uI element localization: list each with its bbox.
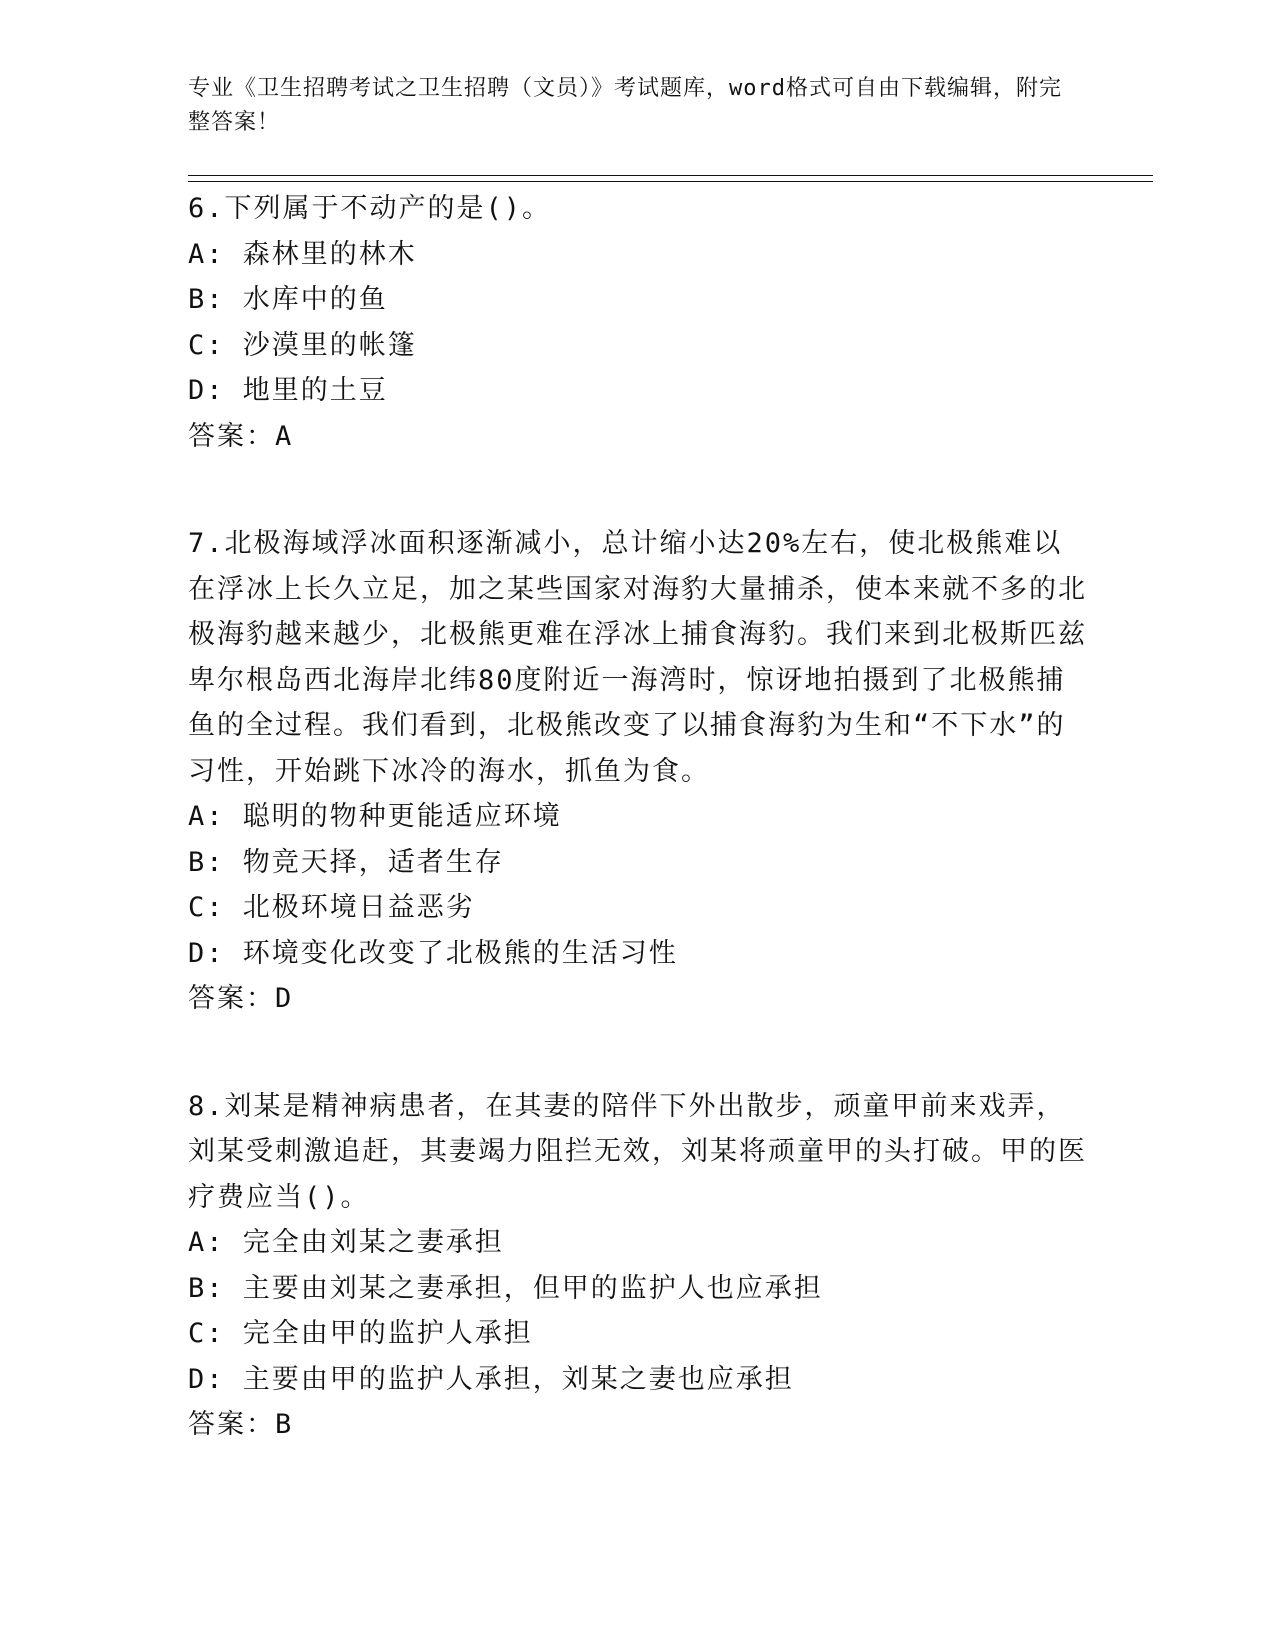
option-d [188, 1357, 1088, 1403]
answer-line [188, 976, 1088, 1022]
question-stem: 6.下列属于不动产的是()。 [188, 193, 552, 224]
option-text: 地里的土豆 [242, 375, 388, 406]
option-key: B: [188, 1272, 225, 1304]
document-header: 专业《卫生招聘考试之卫生招聘（文员）》考试题库，word格式可自由下载编辑，附完整答案！ [188, 76, 1062, 135]
question-6 [188, 186, 1088, 459]
option-c [188, 1311, 1088, 1357]
answer-value: B [275, 1409, 294, 1440]
option-text: 聪明的物种更能适应环境 [242, 801, 562, 832]
answer-label: 答案： [188, 1409, 275, 1440]
answer-value: D [275, 983, 294, 1014]
option-key: D: [188, 375, 225, 406]
answer-line [188, 1402, 1088, 1448]
option-text: 沙漠里的帐篷 [242, 329, 417, 361]
header-divider-top [188, 175, 1153, 176]
question-stem: 7.北极海域浮冰面积逐渐减小，总计缩小达20%左右，使北极熊难以在浮冰上长久立足，加之某些国家对海豹大量捕杀，使本来就不多的北极海豹越来越少，北极熊更难在浮冰上捕食海豹。我们来到北极斯匹兹卑尔根岛西北海岸北纬80度附近一海湾时，惊讶地拍摄到了北极熊捕鱼的全过程。我们看到，北极熊改变了以捕食海豹为生和“不下水”的习性，开始跳下冰冷的海水，抓鱼为食。 [188, 528, 1087, 787]
question-stem: 8.刘某是精神病患者，在其妻的陪伴下外出散步，顽童甲前来戏弄，刘某受刺激追赶，其妻竭力阻拦无效，刘某将顽童甲的头打破。甲的医疗费应当()。 [188, 1090, 1087, 1213]
answer-label: 答案： [188, 420, 275, 452]
option-a [188, 794, 1088, 840]
option-key: D: [188, 937, 225, 969]
option-d [188, 931, 1088, 977]
option-text: 物竞天择，适者生存 [242, 846, 504, 878]
answer-value: A [275, 420, 294, 452]
question-8 [188, 1084, 1088, 1448]
option-text: 完全由刘某之妻承担 [242, 1227, 504, 1258]
option-b [188, 1266, 1088, 1312]
option-text: 水库中的鱼 [242, 284, 388, 315]
option-b [188, 840, 1088, 886]
question-list [188, 186, 1088, 1510]
option-c [188, 885, 1088, 931]
option-text: 北极环境日益恶劣 [242, 892, 475, 923]
question-7 [188, 521, 1088, 1022]
option-key: A: [188, 1227, 225, 1258]
answer-line [188, 414, 1088, 460]
option-text: 主要由甲的监护人承担，刘某之妻也应承担 [242, 1363, 794, 1395]
option-key: A: [188, 801, 225, 832]
header-divider-bottom [188, 181, 1153, 182]
option-key: B: [188, 846, 225, 878]
option-d [188, 368, 1088, 414]
answer-label: 答案： [188, 983, 275, 1014]
option-a [188, 1220, 1088, 1266]
option-a [188, 232, 1088, 278]
option-b [188, 277, 1088, 323]
option-c [188, 323, 1088, 369]
option-key: B: [188, 284, 225, 315]
option-key: D: [188, 1363, 225, 1395]
option-text: 主要由刘某之妻承担，但甲的监护人也应承担 [242, 1272, 823, 1304]
option-key: A: [188, 238, 225, 270]
option-key: C: [188, 329, 225, 361]
option-text: 完全由甲的监护人承担 [242, 1318, 533, 1349]
option-text: 森林里的林木 [242, 238, 417, 270]
option-key: C: [188, 1318, 225, 1349]
option-text: 环境变化改变了北极熊的生活习性 [242, 937, 678, 969]
option-key: C: [188, 892, 225, 923]
